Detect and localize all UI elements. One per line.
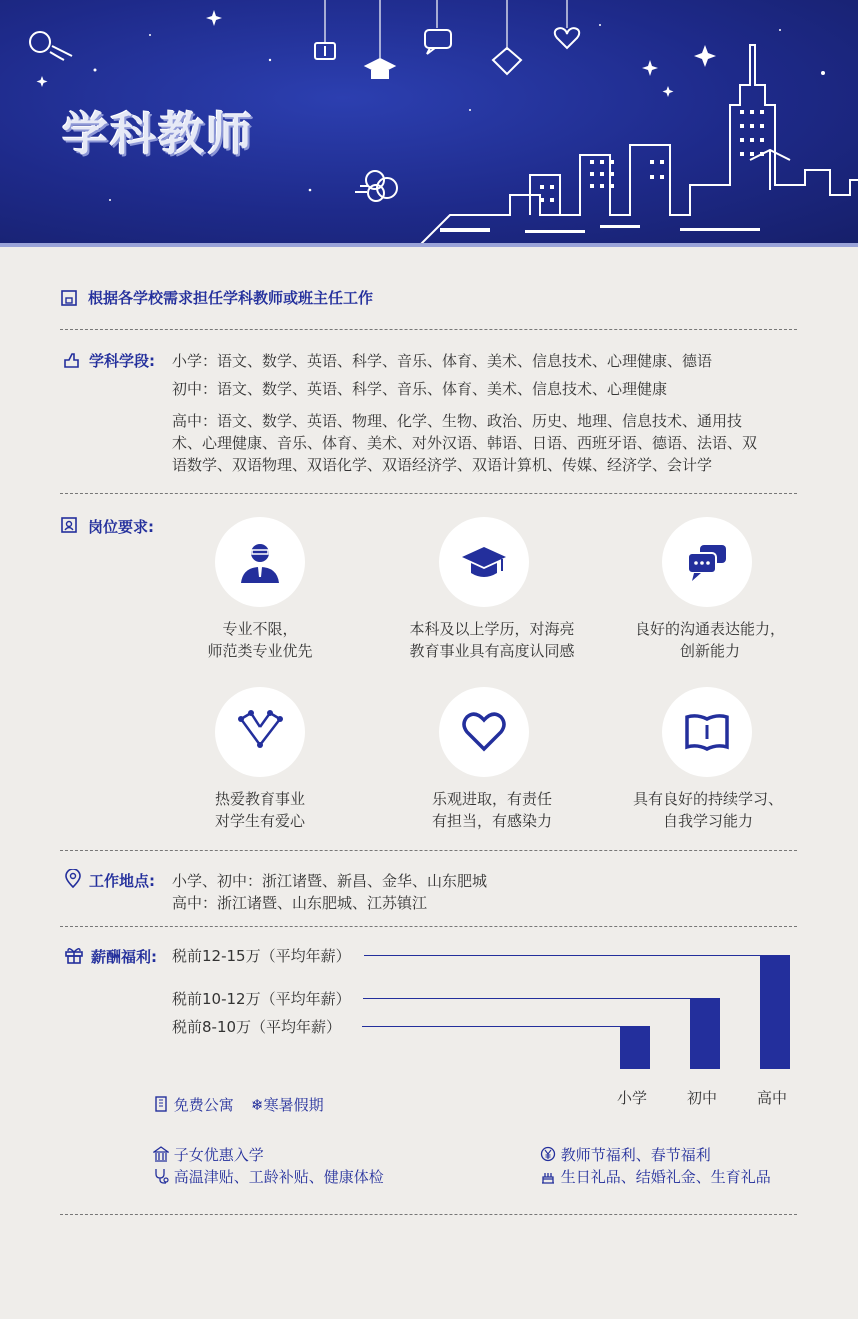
- divider: [60, 850, 797, 851]
- benefit-vacation: [251, 1094, 324, 1115]
- location-line-1: 小学、初中：浙江诸暨、新昌、金华、山东肥城: [172, 872, 488, 890]
- heart-network-icon: [237, 709, 283, 755]
- divider: [60, 493, 797, 494]
- salary-range-label: 税前8-10万（平均年薪）: [172, 1018, 342, 1037]
- benefit-allowance-text: 高温津贴、工龄补贴、健康体检: [173, 1168, 384, 1186]
- requirement-caption: [392, 618, 592, 662]
- salary-bar-初中: [690, 998, 720, 1069]
- salary-category-label: 高中: [757, 1089, 788, 1107]
- benefit-children-text: 子女优惠入学: [173, 1146, 264, 1164]
- requirement-icon-circle: [439, 517, 529, 607]
- subjects-middle: 初中：语文、数学、英语、科学、音乐、体育、美术、信息技术、心理健康: [172, 380, 668, 398]
- subjects-primary: 小学：语文、数学、英语、科学、音乐、体育、美术、信息技术、心理健康、德语: [172, 352, 713, 370]
- cake-icon: [540, 1168, 556, 1184]
- salary-range-label: 税前10-12万（平均年薪）: [172, 989, 351, 1008]
- subjects-high-line-1: 高中：语文、数学、英语、物理、化学、生物、政治、历史、地理、信息技术、通用技: [172, 412, 743, 430]
- salary-leader-line: [364, 955, 790, 956]
- location-line-2: 高中：浙江诸暨、山东肥城、江苏镇江: [172, 894, 428, 912]
- caption-line: 师范类专业优先: [207, 642, 313, 660]
- requirement-icon-circle: [215, 517, 305, 607]
- requirements-label: 岗位要求:: [88, 518, 154, 536]
- document-icon: [60, 289, 78, 307]
- requirement-icon-circle: [662, 517, 752, 607]
- benefit-festival-text: 教师节福利、春节福利: [560, 1146, 711, 1164]
- caption-line: 具有良好的持续学习、: [632, 790, 783, 808]
- snowflake-icon: ❄: [251, 1096, 264, 1114]
- caption-line: 本科及以上学历，对海亮: [409, 620, 575, 638]
- benefit-children: [153, 1144, 264, 1165]
- badge-icon: [60, 516, 78, 534]
- caption-line: 有担当，有感染力: [431, 812, 552, 830]
- heart-icon: [461, 709, 507, 755]
- gift-icon: [64, 946, 84, 964]
- subjects-high-line-2: 术、心理健康、音乐、体育、美术、对外汉语、韩语、日语、西班牙语、德语、法语、双: [172, 434, 758, 452]
- stethoscope-icon: [153, 1168, 169, 1184]
- caption-line: 教育事业具有高度认同感: [409, 642, 575, 660]
- banner-divider: [0, 243, 858, 247]
- salary-category-label: 初中: [687, 1089, 718, 1107]
- salary-label: 薪酬福利:: [91, 948, 157, 966]
- benefit-gifts: [540, 1166, 771, 1187]
- page-title: 学科教师: [62, 107, 254, 161]
- teacher-icon: [237, 539, 283, 585]
- subjects-label: 学科学段:: [89, 352, 155, 370]
- requirement-caption: [392, 788, 592, 832]
- benefit-apartment-text: 免费公寓: [173, 1096, 234, 1114]
- requirement-caption: [160, 618, 360, 662]
- requirement-caption: [608, 788, 808, 832]
- location-label: 工作地点:: [89, 872, 155, 890]
- caption-line: 良好的沟通表达能力，: [634, 620, 785, 638]
- subjects-high-line-3: 语数学、双语物理、双语化学、双语经济学、双语计算机、传媒、经济学、会计学: [172, 456, 713, 474]
- location-pin-icon: [64, 869, 82, 889]
- salary-bar-小学: [620, 1026, 650, 1069]
- benefit-apartment: [153, 1094, 234, 1115]
- graduation-cap-icon: [461, 539, 507, 585]
- hand-icon: [62, 351, 80, 369]
- benefit-allowance: [153, 1166, 384, 1187]
- book-icon: [684, 709, 730, 755]
- benefit-vacation-text: 寒暑假期: [263, 1096, 324, 1114]
- caption-line: 自我学习能力: [662, 812, 753, 830]
- salary-leader-line: [362, 1026, 650, 1027]
- divider: [60, 1214, 797, 1215]
- requirement-icon-circle: [439, 687, 529, 777]
- requirement-caption: [610, 618, 810, 662]
- chat-bubbles-icon: [684, 539, 730, 585]
- caption-line: 创新能力: [679, 642, 740, 660]
- intro-text: 根据各学校需求担任学科教师或班主任工作: [88, 289, 374, 307]
- caption-line: 对学生有爱心: [214, 812, 305, 830]
- salary-bar-高中: [760, 955, 790, 1069]
- requirement-icon-circle: [215, 687, 305, 777]
- header-banner: [0, 0, 858, 245]
- building-icon: [153, 1096, 169, 1112]
- salary-category-label: 小学: [617, 1089, 648, 1107]
- benefit-festival: [540, 1144, 711, 1165]
- benefit-gifts-text: 生日礼品、结婚礼金、生育礼品: [560, 1168, 771, 1186]
- caption-line: 乐观进取，有责任: [431, 790, 552, 808]
- divider: [60, 329, 797, 330]
- salary-leader-line: [363, 998, 720, 999]
- requirement-icon-circle: [662, 687, 752, 777]
- requirement-caption: [160, 788, 360, 832]
- caption-line: 专业不限，: [222, 620, 298, 638]
- school-icon: [153, 1146, 169, 1162]
- divider: [60, 926, 797, 927]
- yen-coin-icon: [540, 1146, 556, 1162]
- salary-range-label: 税前12-15万（平均年薪）: [172, 947, 351, 965]
- caption-line: 热爱教育事业: [214, 790, 305, 808]
